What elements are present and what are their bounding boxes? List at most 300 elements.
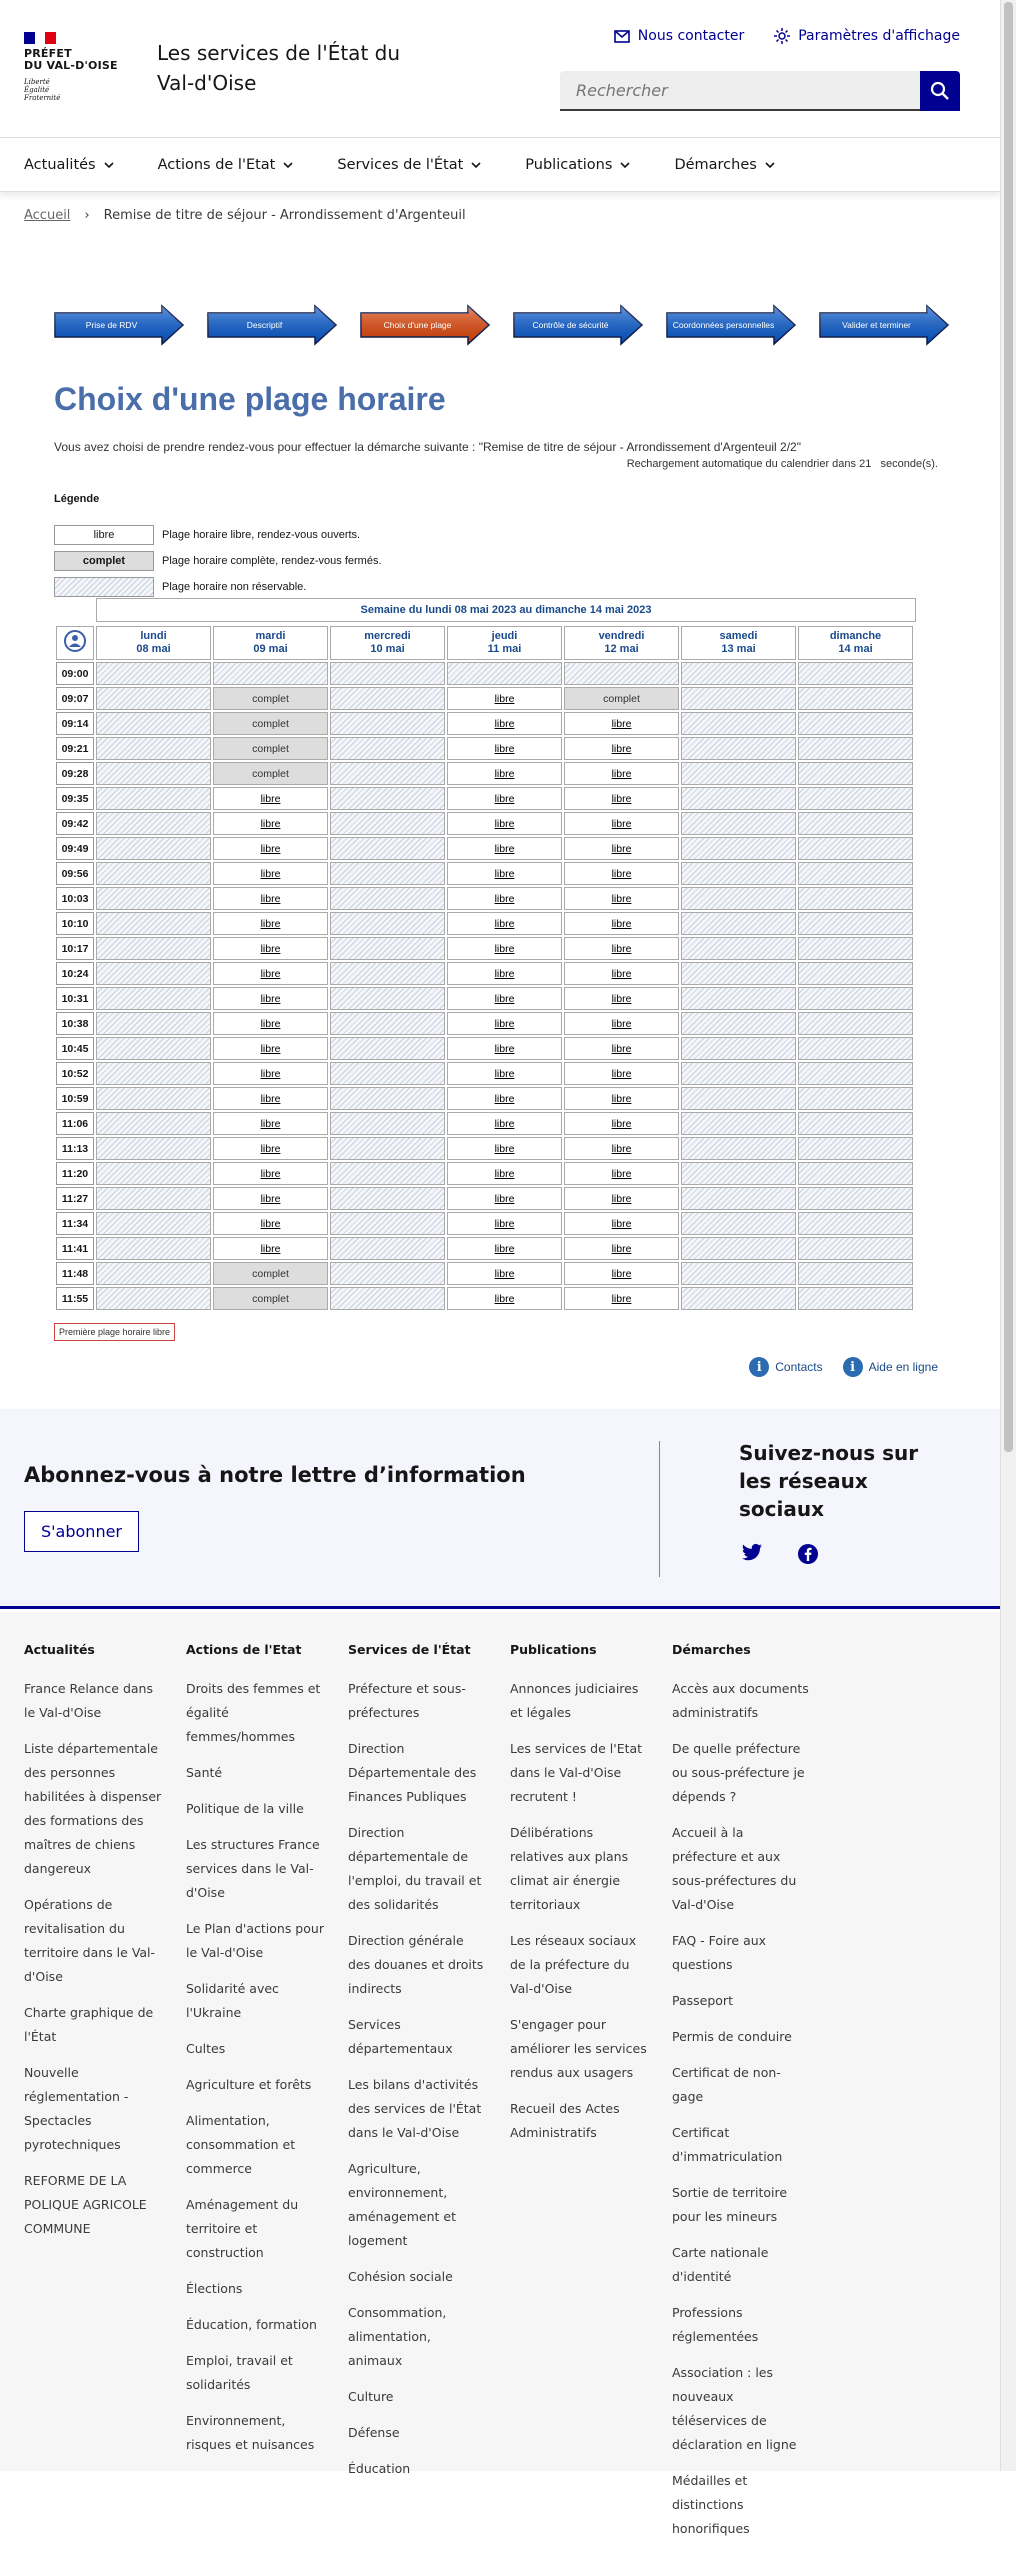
footer-link[interactable]: Environnement, risques et nuisances xyxy=(186,2413,315,2452)
slot-libre[interactable] xyxy=(564,1012,679,1035)
step-5 xyxy=(666,305,796,345)
slot-unavailable xyxy=(96,662,211,685)
slot-libre-link[interactable]: libre xyxy=(611,892,632,905)
slot-libre[interactable] xyxy=(564,1037,679,1060)
slot-libre[interactable] xyxy=(447,1112,562,1135)
prefect-logo[interactable] xyxy=(24,32,124,102)
footer-link[interactable]: Direction départementale de l'emploi, du travail et des solidarités xyxy=(348,1825,482,1912)
slot-libre[interactable] xyxy=(213,1087,328,1110)
slot-unavailable xyxy=(96,787,211,810)
step-label: Contrôle de sécurité xyxy=(532,320,609,330)
slot-libre[interactable] xyxy=(447,1137,562,1160)
slot-libre-link[interactable]: libre xyxy=(260,917,281,930)
slot-libre-link[interactable]: libre xyxy=(260,1217,281,1230)
footer-link[interactable]: Éducation, formation xyxy=(186,2317,317,2332)
slot-libre[interactable] xyxy=(564,887,679,910)
slot-libre[interactable] xyxy=(564,937,679,960)
slot-libre-link[interactable]: libre xyxy=(494,1142,515,1155)
breadcrumb xyxy=(24,208,466,223)
nav-item[interactable] xyxy=(158,138,316,191)
slot-libre[interactable] xyxy=(447,987,562,1010)
slot-libre[interactable] xyxy=(213,1187,328,1210)
slot-libre[interactable] xyxy=(447,1287,562,1310)
slot-libre-link[interactable]: libre xyxy=(260,867,281,880)
slot-unavailable xyxy=(681,837,796,860)
slot-unavailable xyxy=(330,1212,445,1235)
slot-libre-link[interactable]: libre xyxy=(494,1017,515,1030)
slot-unavailable xyxy=(96,737,211,760)
search-input[interactable] xyxy=(560,71,920,111)
slot-libre[interactable] xyxy=(447,712,562,735)
step-label: Valider et terminer xyxy=(842,320,911,330)
slot-libre-link[interactable]: libre xyxy=(260,967,281,980)
footer-link[interactable]: Opérations de revitalisation du territoire dans le Val-d'Oise xyxy=(24,1897,156,1984)
slot-libre-link[interactable]: libre xyxy=(260,1067,281,1080)
header xyxy=(0,0,1000,138)
slot-libre-link[interactable]: libre xyxy=(494,1267,515,1280)
slot-libre[interactable] xyxy=(447,787,562,810)
slot-unavailable xyxy=(330,787,445,810)
slot-libre[interactable] xyxy=(447,862,562,885)
slot-libre-link[interactable]: libre xyxy=(611,917,632,930)
footer-link[interactable]: Les réseaux sociaux de la préfecture du Val-d'Oise xyxy=(510,1933,637,1996)
slot-libre[interactable] xyxy=(564,787,679,810)
footer-link[interactable]: Les services de l'Etat dans le Val-d'Oise recrutent ! xyxy=(510,1741,643,1804)
time-row xyxy=(56,737,913,760)
slot-libre[interactable] xyxy=(447,1012,562,1035)
contact-link-label: Nous contacter xyxy=(637,28,745,44)
slot-libre-link[interactable]: libre xyxy=(611,1292,632,1305)
day-date: 13 mai xyxy=(721,643,756,655)
slot-libre[interactable] xyxy=(447,812,562,835)
scrollbar[interactable] xyxy=(1000,0,1016,2471)
slot-libre-link[interactable]: libre xyxy=(611,742,632,755)
contacts-link[interactable] xyxy=(749,1357,822,1377)
slot-libre[interactable] xyxy=(213,1162,328,1185)
motto-fraternite: Fraternité xyxy=(24,94,61,102)
footer-column-title[interactable]: Actions de l'Etat xyxy=(186,1642,302,1657)
slot-libre-link[interactable]: libre xyxy=(611,767,632,780)
slot-libre[interactable] xyxy=(213,987,328,1010)
slot-libre[interactable] xyxy=(564,912,679,935)
slot-unavailable xyxy=(681,1287,796,1310)
footer-link[interactable]: S'engager pour améliorer les services rendus aux usagers xyxy=(510,2017,647,2080)
slot-complet: complet xyxy=(213,687,328,710)
footer-link[interactable]: Santé xyxy=(186,1765,223,1780)
help-link[interactable] xyxy=(843,1357,938,1377)
slot-libre-link[interactable]: libre xyxy=(494,942,515,955)
slot-libre-link[interactable]: libre xyxy=(494,1092,515,1105)
slot-unavailable xyxy=(681,1087,796,1110)
slot-libre-link[interactable]: libre xyxy=(260,942,281,955)
slot-unavailable xyxy=(681,687,796,710)
time-label: 10:45 xyxy=(56,1037,94,1060)
slot-libre[interactable] xyxy=(447,912,562,935)
footer-link[interactable]: Consommation, alimentation, animaux xyxy=(348,2305,447,2368)
slot-libre-link[interactable]: libre xyxy=(494,917,515,930)
slot-unavailable xyxy=(798,862,913,885)
slot-libre-link[interactable]: libre xyxy=(494,1217,515,1230)
footer-link[interactable]: Accueil à la préfecture et aux sous-préfectures du Val-d'Oise xyxy=(672,1825,797,1912)
footer-link[interactable]: Délibérations relatives aux plans climat air énergie territoriaux xyxy=(510,1825,629,1912)
slot-unavailable xyxy=(681,737,796,760)
footer-link[interactable]: Élections xyxy=(186,2281,243,2296)
time-label: 10:59 xyxy=(56,1087,94,1110)
slot-unavailable xyxy=(330,762,445,785)
footer-column-title[interactable]: Publications xyxy=(510,1642,597,1657)
slot-libre-link[interactable]: libre xyxy=(611,967,632,980)
twitter-icon[interactable] xyxy=(741,1543,763,1563)
footer-link[interactable]: Solidarité avec l'Ukraine xyxy=(186,1981,279,2020)
footer-link[interactable]: Préfecture et sous-préfectures xyxy=(348,1681,466,1720)
slot-libre-link[interactable]: libre xyxy=(611,867,632,880)
slot-libre-link[interactable]: libre xyxy=(260,1242,281,1255)
footer-link[interactable]: Les structures France services dans le Val-d'Oise xyxy=(186,1837,320,1900)
divider xyxy=(659,1441,660,1577)
display-settings-link[interactable] xyxy=(774,28,960,44)
time-row xyxy=(56,1137,913,1160)
slot-unavailable xyxy=(330,837,445,860)
slot-libre-link[interactable]: libre xyxy=(494,792,515,805)
slot-libre-link[interactable]: libre xyxy=(260,817,281,830)
slot-libre[interactable] xyxy=(564,837,679,860)
footer-link[interactable]: Liste départementale des personnes habilitées à dispenser des formations des maîtres de chiens dangereux xyxy=(24,1741,162,1876)
slot-libre-link[interactable]: libre xyxy=(494,992,515,1005)
time-row xyxy=(56,762,913,785)
slot-libre[interactable] xyxy=(447,937,562,960)
slot-unavailable xyxy=(798,962,913,985)
footer-column-title[interactable]: Services de l'État xyxy=(348,1642,471,1657)
time-row xyxy=(56,862,913,885)
day-header xyxy=(564,626,679,660)
footer-link[interactable]: Défense xyxy=(348,2425,400,2440)
footer-link[interactable]: Recueil des Actes Administratifs xyxy=(510,2101,620,2140)
time-row xyxy=(56,1212,913,1235)
slot-unavailable xyxy=(330,712,445,735)
nav-item-label: Actualités xyxy=(24,156,96,173)
footer-link[interactable]: Accès aux documents administratifs xyxy=(672,1681,809,1720)
site-title[interactable]: Les services de l'État du Val-d'Oise xyxy=(157,41,401,95)
slot-libre[interactable] xyxy=(564,1287,679,1310)
step-1 xyxy=(54,305,184,345)
slot-unavailable xyxy=(96,1037,211,1060)
intro-text: Vous avez choisi de prendre rendez-vous pour effectuer la démarche suivante : "Remise de titre de séjour - Arrondissement d'Argenteuil 2/2" xyxy=(54,440,801,454)
day-header xyxy=(798,626,913,660)
slot-unavailable xyxy=(798,687,913,710)
slot-libre[interactable] xyxy=(213,1137,328,1160)
time-row xyxy=(56,962,913,985)
slot-libre[interactable] xyxy=(564,1187,679,1210)
legend-text-complet: Plage horaire complète, rendez-vous fermés. xyxy=(162,555,382,567)
facebook-icon[interactable] xyxy=(797,1543,819,1565)
slot-libre-link[interactable]: libre xyxy=(611,1142,632,1155)
slot-libre-link[interactable]: libre xyxy=(611,942,632,955)
slot-libre-link[interactable]: libre xyxy=(260,992,281,1005)
slot-libre[interactable] xyxy=(564,862,679,885)
slot-libre[interactable] xyxy=(213,1237,328,1260)
footer-link[interactable]: Agriculture, environnement, aménagement et logement xyxy=(348,2161,456,2248)
slot-libre-link[interactable]: libre xyxy=(494,1067,515,1080)
footer-link[interactable]: Le Plan d'actions pour le Val-d'Oise xyxy=(186,1921,324,1960)
slot-libre-link[interactable]: libre xyxy=(611,1067,632,1080)
slot-libre-link[interactable]: libre xyxy=(611,992,632,1005)
footer-link[interactable]: France Relance dans le Val-d'Oise xyxy=(24,1681,153,1720)
footer-column xyxy=(186,1642,326,2469)
slot-unavailable xyxy=(330,1012,445,1035)
footer-link[interactable]: Permis de conduire xyxy=(672,2029,792,2044)
slot-unavailable xyxy=(681,1112,796,1135)
page-title: Choix d'une plage horaire xyxy=(54,381,446,417)
footer-link[interactable]: Aménagement du territoire et construction xyxy=(186,2197,299,2260)
slot-libre[interactable] xyxy=(213,787,328,810)
time-label: 10:03 xyxy=(56,887,94,910)
slot-libre[interactable] xyxy=(447,737,562,760)
time-label: 10:24 xyxy=(56,962,94,985)
slot-libre[interactable] xyxy=(564,1162,679,1185)
slot-libre[interactable] xyxy=(447,1062,562,1085)
search-button[interactable] xyxy=(920,71,960,111)
slot-libre[interactable] xyxy=(213,887,328,910)
slot-libre[interactable] xyxy=(564,962,679,985)
footer-link[interactable]: Nouvelle réglementation - Spectacles pyrotechniques xyxy=(24,2065,129,2152)
social-title: Suivez-nous sur les réseaux sociaux xyxy=(739,1441,919,1521)
footer-link[interactable]: Direction générale des douanes et droits indirects xyxy=(348,1933,484,1996)
footer-column-title[interactable]: Actualités xyxy=(24,1642,95,1657)
slot-unavailable xyxy=(96,812,211,835)
slot-libre-link[interactable]: libre xyxy=(494,1292,515,1305)
slot-libre-link[interactable]: libre xyxy=(611,1242,632,1255)
slot-libre-link[interactable]: libre xyxy=(611,792,632,805)
slot-libre-link[interactable]: libre xyxy=(494,867,515,880)
footer-link[interactable]: Passeport xyxy=(672,1993,733,2008)
day-date: 12 mai xyxy=(604,643,639,655)
footer-link[interactable]: Droits des femmes et égalité femmes/hommes xyxy=(186,1681,321,1744)
slot-unavailable xyxy=(96,1137,211,1160)
time-row xyxy=(56,1062,913,1085)
slot-libre[interactable] xyxy=(213,937,328,960)
slot-libre-link[interactable]: libre xyxy=(611,1217,632,1230)
slot-libre[interactable] xyxy=(447,837,562,860)
nav-item[interactable] xyxy=(674,138,796,191)
slot-libre[interactable] xyxy=(564,1262,679,1285)
slot-libre-link[interactable]: libre xyxy=(611,1167,632,1180)
footer-link[interactable]: Carte nationale d'identité xyxy=(672,2245,769,2284)
footer-link[interactable]: Cultes xyxy=(186,2041,226,2056)
slot-libre[interactable] xyxy=(564,1237,679,1260)
footer-link[interactable]: REFORME DE LA POLIQUE AGRICOLE COMMUNE xyxy=(24,2173,147,2236)
footer-link[interactable]: Médailles et distinctions honorifiques xyxy=(672,2473,750,2536)
slot-libre[interactable] xyxy=(564,1112,679,1135)
slot-libre-link[interactable]: libre xyxy=(260,1142,281,1155)
slot-libre[interactable] xyxy=(213,912,328,935)
step-label: Descriptif xyxy=(246,320,283,330)
slot-libre[interactable] xyxy=(213,1112,328,1135)
slot-libre-link[interactable]: libre xyxy=(611,1017,632,1030)
slot-libre[interactable] xyxy=(447,1162,562,1185)
slot-unavailable xyxy=(798,662,913,685)
day-date: 09 mai xyxy=(253,643,288,655)
slot-unavailable xyxy=(330,662,445,685)
slot-libre[interactable] xyxy=(564,1062,679,1085)
day-name: dimanche xyxy=(829,630,882,642)
slot-libre-link[interactable]: libre xyxy=(611,1192,632,1205)
slot-libre[interactable] xyxy=(564,737,679,760)
week-navigation-icon[interactable] xyxy=(63,629,87,653)
slot-libre-link[interactable]: libre xyxy=(260,1192,281,1205)
day-date: 10 mai xyxy=(370,643,405,655)
time-row xyxy=(56,1237,913,1260)
slot-libre[interactable] xyxy=(213,1012,328,1035)
slot-libre[interactable] xyxy=(564,1087,679,1110)
slot-libre-link[interactable]: libre xyxy=(260,1092,281,1105)
slot-libre-link[interactable]: libre xyxy=(494,817,515,830)
slot-libre-link[interactable]: libre xyxy=(494,717,515,730)
nav-item[interactable] xyxy=(24,138,136,191)
slot-unavailable xyxy=(96,912,211,935)
slot-unavailable xyxy=(681,937,796,960)
legend-row-unavailable xyxy=(54,577,382,597)
slot-libre[interactable] xyxy=(447,687,562,710)
slot-libre[interactable] xyxy=(564,1212,679,1235)
slot-libre-link[interactable]: libre xyxy=(611,1042,632,1055)
slot-libre-link[interactable]: libre xyxy=(260,1167,281,1180)
footer-link[interactable]: Éducation xyxy=(348,2461,411,2476)
footer-column xyxy=(672,1642,812,2553)
slot-libre-link[interactable]: libre xyxy=(611,817,632,830)
time-label: 10:10 xyxy=(56,912,94,935)
slot-libre-link[interactable]: libre xyxy=(611,1092,632,1105)
slot-unavailable xyxy=(681,712,796,735)
contact-link[interactable] xyxy=(614,28,744,44)
slot-libre-link[interactable]: libre xyxy=(494,692,515,705)
slot-unavailable xyxy=(96,887,211,910)
footer-link[interactable]: Direction Départementale des Finances Publiques xyxy=(348,1741,477,1804)
slot-libre-link[interactable]: libre xyxy=(494,767,515,780)
slot-libre[interactable] xyxy=(213,837,328,860)
slot-unavailable xyxy=(681,912,796,935)
footer-link[interactable]: Services départementaux xyxy=(348,2017,453,2056)
subscribe-button[interactable]: S'abonner xyxy=(24,1511,139,1552)
slot-unavailable xyxy=(330,737,445,760)
slot-libre-link[interactable]: libre xyxy=(494,1192,515,1205)
footer-link[interactable]: Association : les nouveaux téléservices de déclaration en ligne xyxy=(672,2365,797,2452)
motto-egalite: Égalité xyxy=(24,86,50,94)
slot-libre[interactable] xyxy=(564,1137,679,1160)
slot-libre[interactable] xyxy=(447,887,562,910)
footer-link[interactable]: Culture xyxy=(348,2389,394,2404)
legend-box-unavailable xyxy=(54,577,154,597)
footer-link[interactable]: Emploi, travail et solidarités xyxy=(186,2353,293,2392)
slot-libre[interactable] xyxy=(447,1237,562,1260)
reload-seconds: 21 xyxy=(859,458,872,470)
slot-libre-link[interactable]: libre xyxy=(611,842,632,855)
footer-link[interactable]: Cohésion sociale xyxy=(348,2269,453,2284)
slot-libre-link[interactable]: libre xyxy=(494,1242,515,1255)
footer-link[interactable]: Professions réglementées xyxy=(672,2305,759,2344)
slot-libre[interactable] xyxy=(447,1087,562,1110)
help-label: Aide en ligne xyxy=(868,1360,938,1374)
slot-libre-link[interactable]: libre xyxy=(494,742,515,755)
footer-link[interactable]: Les bilans d'activités des services de l'État dans le Val-d'Oise xyxy=(348,2077,482,2140)
slot-libre[interactable] xyxy=(447,962,562,985)
slot-libre-link[interactable]: libre xyxy=(260,892,281,905)
slot-libre-link[interactable]: libre xyxy=(260,1117,281,1130)
slot-libre[interactable] xyxy=(447,1212,562,1235)
slot-libre[interactable] xyxy=(564,712,679,735)
slot-unavailable xyxy=(798,1062,913,1085)
footer-link[interactable]: Charte graphique de l'État xyxy=(24,2005,154,2044)
time-label: 09:56 xyxy=(56,862,94,885)
slot-libre[interactable] xyxy=(447,1262,562,1285)
slot-libre-link[interactable]: libre xyxy=(494,892,515,905)
slot-libre[interactable] xyxy=(213,1212,328,1235)
slot-unavailable xyxy=(564,662,679,685)
slot-unavailable xyxy=(798,1237,913,1260)
nav-item[interactable] xyxy=(337,138,503,191)
slot-unavailable xyxy=(798,912,913,935)
slot-libre[interactable] xyxy=(213,1037,328,1060)
slot-libre[interactable] xyxy=(213,962,328,985)
footer-link[interactable]: FAQ - Foire aux questions xyxy=(672,1933,767,1972)
search-icon xyxy=(930,81,950,101)
footer-link[interactable]: Politique de la ville xyxy=(186,1801,304,1816)
footer-link[interactable]: Annonces judiciaires et légales xyxy=(510,1681,639,1720)
slot-libre-link[interactable]: libre xyxy=(494,1042,515,1055)
nav-item-label: Publications xyxy=(525,156,613,173)
slot-libre-link[interactable]: libre xyxy=(494,1167,515,1180)
slot-libre-link[interactable]: libre xyxy=(494,967,515,980)
slot-libre-link[interactable]: libre xyxy=(494,1117,515,1130)
slot-libre-link[interactable]: libre xyxy=(260,842,281,855)
slot-libre[interactable] xyxy=(564,762,679,785)
slot-libre[interactable] xyxy=(564,812,679,835)
nav-item[interactable] xyxy=(525,138,652,191)
slot-libre-link[interactable]: libre xyxy=(611,717,632,730)
breadcrumb-home[interactable]: Accueil xyxy=(24,208,71,223)
slot-libre-link[interactable]: libre xyxy=(260,1017,281,1030)
footer-column-title[interactable]: Démarches xyxy=(672,1642,751,1657)
slot-libre[interactable] xyxy=(213,862,328,885)
time-label: 09:00 xyxy=(56,662,94,685)
slot-libre-link[interactable]: libre xyxy=(611,1117,632,1130)
first-free-slot-button[interactable]: Première plage horaire libre xyxy=(54,1323,175,1341)
slot-libre-link[interactable]: libre xyxy=(260,1042,281,1055)
step-6 xyxy=(819,305,949,345)
footer-link[interactable]: Alimentation, consommation et commerce xyxy=(186,2113,296,2176)
slot-libre-link[interactable]: libre xyxy=(611,1267,632,1280)
slot-libre[interactable] xyxy=(564,987,679,1010)
footer-link[interactable]: Sortie de territoire pour les mineurs xyxy=(672,2185,788,2224)
slot-libre[interactable] xyxy=(447,1187,562,1210)
slot-libre[interactable] xyxy=(213,1062,328,1085)
footer-link[interactable]: Certificat de non-gage xyxy=(672,2065,781,2104)
mail-icon xyxy=(614,30,630,43)
footer-link[interactable]: De quelle préfecture ou sous-préfecture je dépends ? xyxy=(672,1741,805,1804)
slot-unavailable xyxy=(330,812,445,835)
step-label: Choix d'une plage xyxy=(383,320,452,330)
slot-libre-link[interactable]: libre xyxy=(494,842,515,855)
slot-unavailable xyxy=(96,712,211,735)
slot-libre-link[interactable]: libre xyxy=(260,792,281,805)
slot-libre[interactable] xyxy=(213,812,328,835)
scrollbar-thumb[interactable] xyxy=(1004,2,1013,1452)
slot-libre[interactable] xyxy=(447,1037,562,1060)
footer-link[interactable]: Agriculture et forêts xyxy=(186,2077,312,2092)
slot-unavailable xyxy=(96,1062,211,1085)
slot-libre[interactable] xyxy=(447,762,562,785)
time-row xyxy=(56,812,913,835)
footer-link[interactable]: Certificat d'immatriculation xyxy=(672,2125,783,2164)
